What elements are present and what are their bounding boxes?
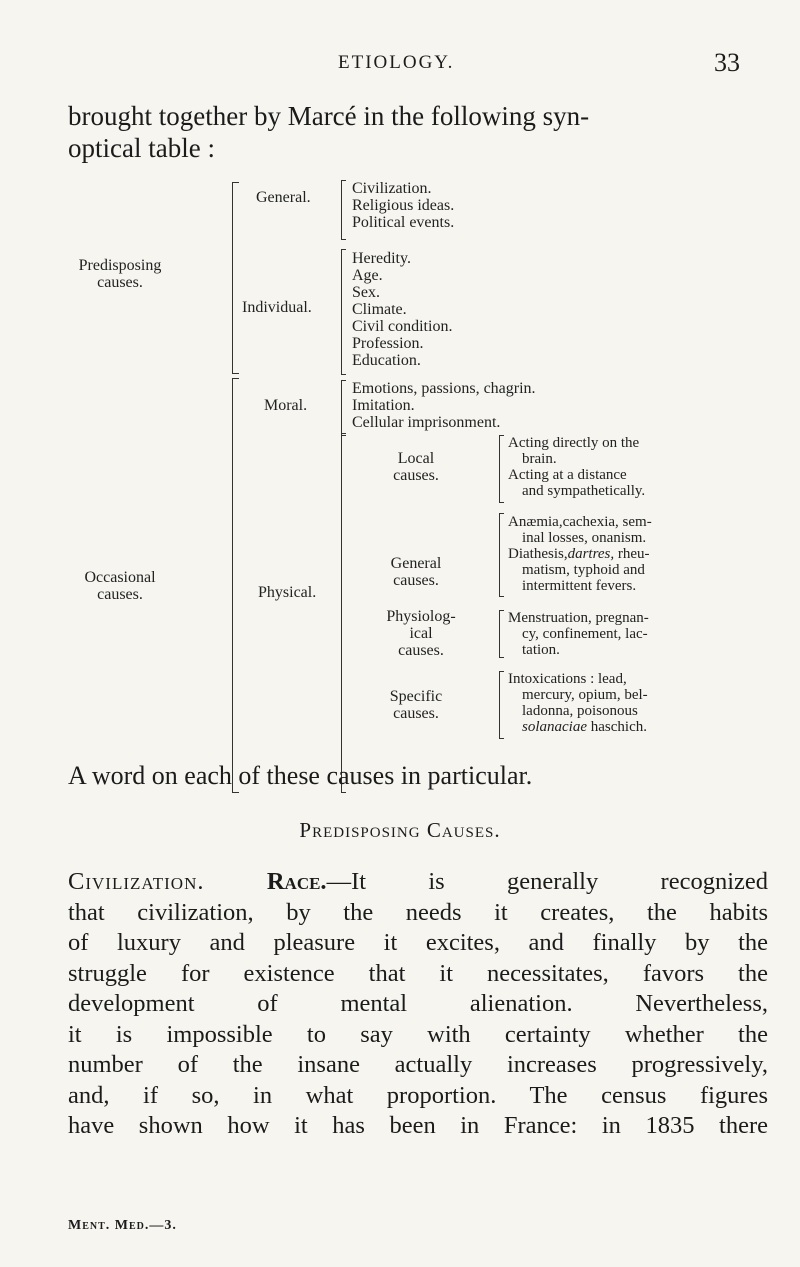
- local-causes-label: Local causes.: [393, 450, 439, 484]
- paragraph-line: that civilization, by the needs it creates, the habits: [68, 898, 768, 926]
- individual-items: Heredity. Age. Sex. Climate. Civil condition. Profession. Education.: [352, 250, 453, 369]
- individual-brace: [341, 249, 346, 375]
- paragraph-line: development of mental alienation. Nevertheless,: [68, 990, 768, 1017]
- occasional-brace: [232, 378, 239, 793]
- intro-line: optical table :: [68, 133, 215, 163]
- lead-civilization: Civilization.: [68, 868, 205, 895]
- occasional-label: Occasional causes.: [84, 569, 156, 603]
- paragraph-line: and, if so, in what proportion. The census figures: [68, 1081, 768, 1109]
- physiological-brace: [499, 610, 504, 658]
- moral-brace: [341, 380, 346, 436]
- moral-label: Moral.: [264, 397, 308, 414]
- body-paragraph: [68, 867, 768, 1142]
- individual-label: Individual.: [242, 299, 312, 316]
- general-brace: [341, 180, 346, 240]
- physiological-causes-label: Physiolog- ical causes.: [386, 608, 456, 659]
- physiological-causes-items: Menstruation, pregnan- cy, confinement, lac- tation.: [508, 610, 649, 658]
- general-causes-label: General causes.: [390, 555, 442, 589]
- lead-race: Race.: [266, 868, 327, 895]
- running-head-title: ETIOLOGY.: [338, 52, 455, 73]
- footer-signature: Ment. Med.—3.: [68, 1218, 177, 1233]
- moral-items: Emotions, passions, chagrin. Imitation. Cellular imprisonment.: [352, 380, 536, 431]
- general-label: General.: [256, 189, 311, 206]
- specific-causes-items: Intoxications : lead, mercury, opium, bel- ladonna, poisonous solanaciae haschich.: [508, 671, 648, 735]
- paragraph-line: Civilization. Race.—It is generally recognized: [68, 868, 768, 895]
- intro-line: brought together by Marcé in the following syn-: [68, 101, 590, 131]
- specific-causes-label: Specific causes.: [389, 688, 443, 722]
- specific-brace: [499, 671, 504, 739]
- intro-text: [68, 100, 589, 164]
- page-number: 33: [714, 48, 740, 77]
- paragraph-line: have shown how it has been in France: in 1835 there: [68, 1112, 768, 1139]
- general-causes-items: Anæmia,cachexia, sem- inal losses, onanism. Diathesis,dartres, rheu- matism, typhoid and intermittent fevers.: [508, 514, 652, 594]
- section-heading: Predisposing Causes.: [299, 818, 501, 842]
- paragraph-line: number of the insane actually increases progressively,: [68, 1051, 768, 1078]
- general-items: Civilization. Religious ideas. Political events.: [352, 180, 455, 231]
- paragraph-line: of luxury and pleasure it excites, and finally by the: [68, 929, 768, 956]
- physical-label: Physical.: [258, 584, 317, 601]
- local-brace: [499, 435, 504, 503]
- general-causes-brace: [499, 513, 504, 597]
- paragraph-line: struggle for existence that it necessitates, favors the: [68, 959, 768, 987]
- predisposing-label: Predisposing causes.: [78, 257, 162, 291]
- physical-brace: [341, 433, 346, 793]
- local-causes-items: Acting directly on the brain. Acting at a distance and sympathetically.: [508, 435, 646, 499]
- predisposing-brace: [232, 182, 239, 374]
- after-table-text: A word on each of these causes in particular.: [68, 761, 533, 790]
- paragraph-line: it is impossible to say with certainty whether the: [68, 1020, 768, 1048]
